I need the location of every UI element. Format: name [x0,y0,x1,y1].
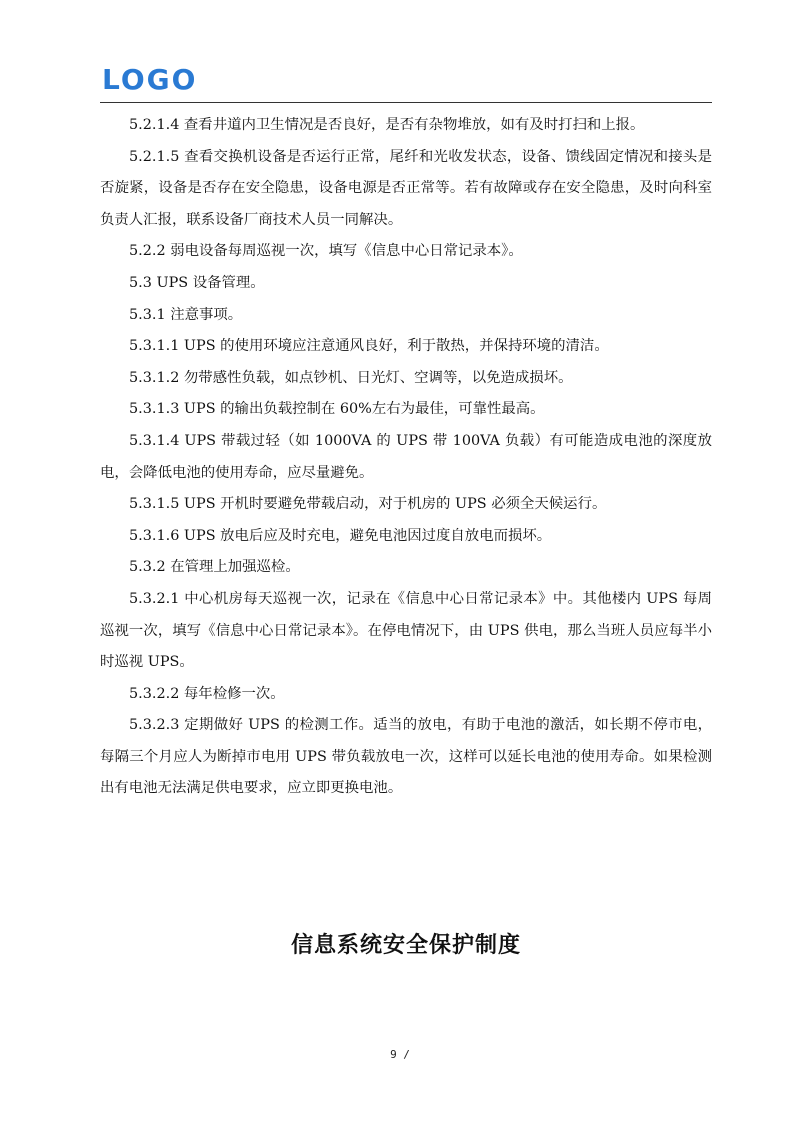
logo: LOGO [102,63,198,96]
paragraph-5-3-1-1: 5.3.1.1 UPS 的使用环境应注意通风良好，利于散热，并保持环境的清洁。 [129,338,609,355]
paragraph-5-3: 5.3 UPS 设备管理。 [129,274,265,291]
paragraph-5-3-1: 5.3.1 注意事项。 [129,306,243,323]
paragraph-5-3-2-2: 5.3.2.2 每年检修一次。 [129,685,285,702]
section-title: 信息系统安全保护制度 [290,933,521,958]
page-number: 9 / [390,1048,410,1061]
paragraph-5-2-1-5: 5.2.1.5 查看交换机设备是否运行正常，尾纤和光收发状态，设备、馈线固定情况和接头是否旋紧，设备是否存在安全隐患，设备电源是否正常等。若有故障或存在安全隐患，及时向科室负责人汇报，联系设备厂商技术人员一同解决。 [100,148,712,228]
paragraph-5-3-1-2: 5.3.1.2 勿带感性负载，如点钞机、日光灯、空调等，以免造成损坏。 [129,369,573,386]
paragraph-5-3-2: 5.3.2 在管理上加强巡检。 [129,559,300,576]
paragraph-5-3-1-5: 5.3.1.5 UPS 开机时要避免带载启动，对于机房的 UPS 必须全天候运行。 [129,496,607,513]
document-body [100,110,712,805]
paragraph-5-3-2-3: 5.3.2.3 定期做好 UPS 的检测工作。适当的放电，有助于电池的激活，如长期不停市电，每隔三个月应人为断掉市电用 UPS 带负载放电一次，这样可以延长电池的使用寿命。如果检测出有电池无法满足供电要求，应立即更换电池。 [100,717,712,797]
paragraph-5-3-1-4: 5.3.1.4 UPS 带载过轻（如 1000VA 的 UPS 带 100VA 负载）有可能造成电池的深度放电，会降低电池的使用寿命，应尽量避免。 [100,432,712,481]
paragraph-5-2-2: 5.2.2 弱电设备每周巡视一次，填写《信息中心日常记录本》。 [129,243,523,260]
paragraph-5-3-1-6: 5.3.1.6 UPS 放电后应及时充电，避免电池因过度自放电而损坏。 [129,527,552,544]
paragraph-5-3-2-1: 5.3.2.1 中心机房每天巡视一次，记录在《信息中心日常记录本》中。其他楼内 UPS 每周巡视一次，填写《信息中心日常记录本》。在停电情况下，由 UPS 供电，那么当班人员应每半小时巡视 UPS。 [100,590,712,671]
page-header [100,62,712,103]
paragraph-5-2-1-4: 5.2.1.4 查看井道内卫生情况是否良好，是否有杂物堆放，如有及时打扫和上报。 [129,117,645,133]
paragraph-5-3-1-3: 5.3.1.3 UPS 的输出负载控制在 60%左右为最佳，可靠性最高。 [129,401,545,418]
